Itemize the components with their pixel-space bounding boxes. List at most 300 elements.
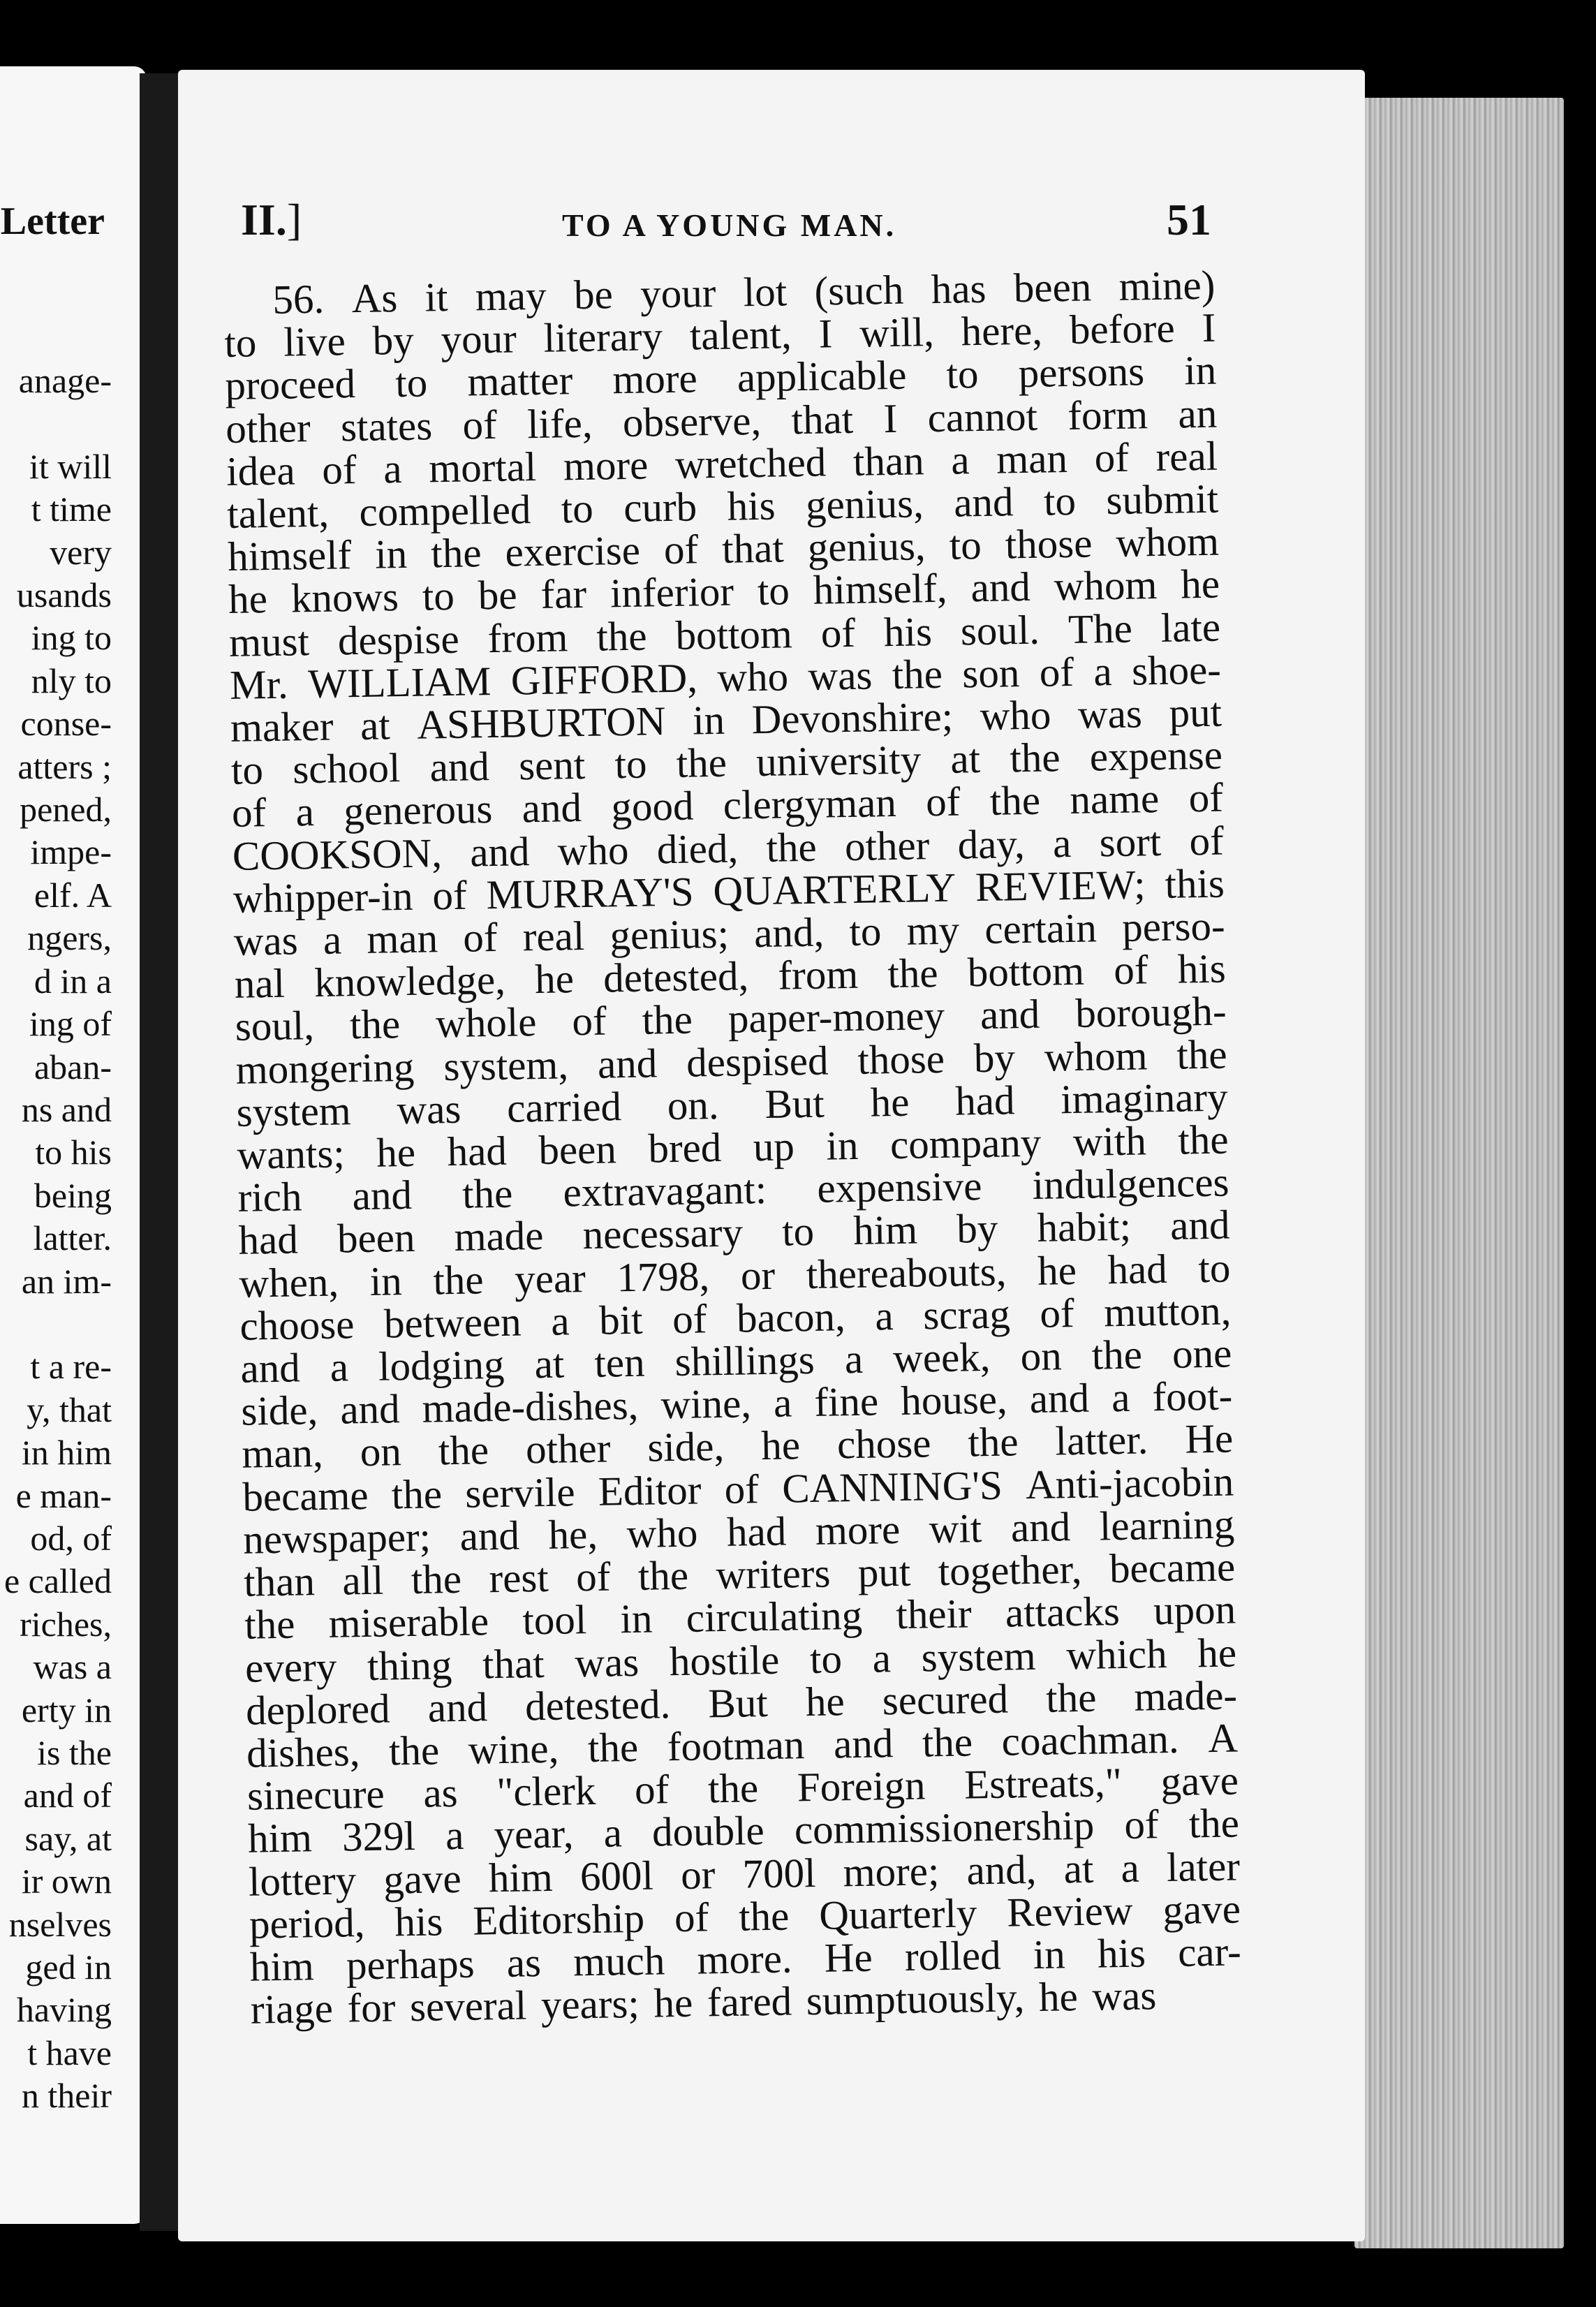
word: footman xyxy=(667,1721,805,1770)
word: to xyxy=(848,908,882,955)
word: and xyxy=(459,1512,520,1559)
word: several xyxy=(409,1982,542,2030)
word: of xyxy=(231,789,267,836)
word: your xyxy=(441,315,517,363)
word: to xyxy=(561,485,594,532)
word: and xyxy=(1010,1503,1071,1551)
word: system xyxy=(236,1087,352,1135)
word: carried xyxy=(506,1083,622,1131)
word: the xyxy=(887,950,939,997)
previous-page-line: ngers, xyxy=(27,918,112,958)
word: sort xyxy=(1099,818,1162,866)
word: Foreign xyxy=(797,1762,926,1811)
word: rest xyxy=(489,1554,549,1602)
word: he xyxy=(1197,1628,1237,1676)
running-header xyxy=(241,194,1211,257)
word: for xyxy=(347,1984,411,2031)
word: by xyxy=(973,1033,1016,1081)
word: detested. xyxy=(524,1680,671,1730)
word: double xyxy=(651,1807,765,1855)
word: commissionership xyxy=(794,1801,1095,1853)
word: wine, xyxy=(468,1725,559,1773)
word: necessary xyxy=(582,1209,744,1258)
word: lottery xyxy=(248,1856,357,1905)
word: later xyxy=(1166,1842,1241,1890)
previous-page xyxy=(0,66,147,2224)
word: the xyxy=(432,1256,485,1304)
word: in xyxy=(1033,1931,1066,1977)
word: at xyxy=(950,735,981,782)
word: in xyxy=(620,1595,653,1642)
word: WILLIAM xyxy=(307,657,492,707)
word: to xyxy=(1197,1244,1231,1291)
previous-page-line: y, that xyxy=(27,1390,112,1429)
word: a xyxy=(874,1292,894,1339)
word: he xyxy=(1180,561,1220,607)
word: of xyxy=(1189,817,1225,864)
word: indulgences xyxy=(1032,1158,1229,1209)
word: name xyxy=(1069,775,1160,823)
word: persons xyxy=(1018,348,1145,397)
word: genius, xyxy=(807,522,926,571)
word: was xyxy=(574,1638,640,1686)
page-block-edge xyxy=(1354,98,1564,2248)
word: on xyxy=(360,1428,402,1475)
word: ten xyxy=(593,1339,646,1386)
word: week, xyxy=(892,1334,991,1382)
word: of xyxy=(431,871,468,919)
word: bacon, xyxy=(736,1293,846,1341)
previous-page-line: having xyxy=(16,1990,112,2030)
word: whom xyxy=(1115,517,1220,566)
word: an xyxy=(1177,390,1218,437)
previous-page-line: t have xyxy=(27,2033,112,2072)
chapter-marker xyxy=(241,194,302,246)
previous-page-line: erty in xyxy=(21,1690,112,1730)
word: the xyxy=(349,1001,401,1048)
word: learning xyxy=(1099,1501,1235,1549)
word: year, xyxy=(494,1810,575,1858)
word: by xyxy=(956,1205,998,1253)
word: shillings xyxy=(674,1336,815,1385)
word: the xyxy=(637,1551,689,1599)
word: became xyxy=(1109,1543,1236,1592)
previous-page-line: conse- xyxy=(20,704,112,744)
previous-page-line: elf. A xyxy=(34,875,112,915)
previous-page-line: very xyxy=(50,532,112,572)
word: observe, xyxy=(622,397,762,445)
previous-page-line: ing of xyxy=(29,1004,112,1044)
word: him xyxy=(247,1814,313,1862)
word: years; xyxy=(540,1980,655,2028)
word: ASHBURTON xyxy=(416,698,666,748)
word: mutton, xyxy=(1103,1287,1232,1336)
word: 329l xyxy=(341,1813,416,1860)
word: paper-money xyxy=(727,992,945,1042)
word: than xyxy=(243,1558,316,1605)
word: a xyxy=(323,916,342,963)
word: of xyxy=(672,1295,707,1342)
previous-page-line: impe- xyxy=(30,832,112,872)
word: at xyxy=(1063,1845,1094,1892)
word: the xyxy=(244,1600,295,1649)
word: was xyxy=(1091,1972,1157,2019)
word: matter xyxy=(466,357,573,405)
word: been xyxy=(1013,263,1092,311)
word: more. xyxy=(697,1935,793,1983)
word: to xyxy=(1043,477,1077,524)
chapter-number: II. xyxy=(241,195,287,244)
word: the xyxy=(461,1170,513,1218)
word: in xyxy=(825,1121,859,1169)
word: him xyxy=(852,1207,918,1254)
word: and, xyxy=(753,908,825,957)
word: and xyxy=(352,1172,413,1219)
word: proceed xyxy=(224,360,356,409)
word: rolled xyxy=(904,1931,1002,1980)
word: than xyxy=(852,437,925,485)
word: of xyxy=(571,997,607,1045)
word: maker xyxy=(230,702,334,751)
word: talent, xyxy=(689,311,792,359)
word: the xyxy=(967,1418,1019,1466)
word: day, xyxy=(957,820,1026,868)
word: whom xyxy=(1054,561,1158,610)
previous-page-line: to his xyxy=(35,1133,112,1172)
word: of xyxy=(1094,434,1130,481)
word: him xyxy=(488,1853,554,1901)
word: the xyxy=(738,1892,790,1940)
word: in xyxy=(1183,347,1217,394)
word: on xyxy=(1020,1332,1063,1380)
previous-page-line: it will xyxy=(29,446,112,486)
page-body xyxy=(223,261,1242,2033)
word: will, xyxy=(859,309,935,356)
word: it xyxy=(424,273,449,320)
word: by xyxy=(372,316,415,364)
word: the xyxy=(587,1723,639,1771)
word: and xyxy=(1169,1201,1230,1249)
word: and xyxy=(833,1720,894,1767)
word: he xyxy=(805,1677,845,1725)
word: other xyxy=(525,1424,611,1473)
word: he xyxy=(870,1078,910,1126)
word: more; xyxy=(843,1847,940,1895)
previous-page-line: n their xyxy=(21,2076,112,2116)
word: this xyxy=(1164,860,1225,907)
word: been xyxy=(538,1126,617,1174)
previous-page-line: anage- xyxy=(18,361,112,400)
word: man, xyxy=(241,1429,324,1477)
previous-page-header: Letter xyxy=(0,200,105,243)
word: Estreats," xyxy=(963,1759,1123,1808)
word: son xyxy=(961,649,1020,697)
word: wit xyxy=(929,1505,982,1552)
word: and xyxy=(970,563,1031,611)
word: the xyxy=(766,823,818,871)
word: of xyxy=(1039,1289,1075,1336)
word: system, xyxy=(443,1041,569,1089)
word: the xyxy=(1188,1799,1240,1847)
word: and xyxy=(1029,1375,1090,1422)
word: the xyxy=(1176,1031,1228,1078)
word: genius; xyxy=(609,910,730,959)
word: together, xyxy=(938,1546,1082,1595)
word: rich xyxy=(237,1173,302,1221)
word: a xyxy=(872,1634,892,1681)
word: himself xyxy=(227,531,352,580)
word: a xyxy=(445,1812,464,1859)
word: of xyxy=(925,778,961,825)
word: whole xyxy=(435,998,537,1047)
word: and xyxy=(522,784,582,832)
word: Review xyxy=(1006,1887,1133,1936)
word: that xyxy=(482,1639,545,1687)
word: to xyxy=(946,351,980,398)
word: the xyxy=(596,612,648,660)
word: he xyxy=(376,1128,416,1176)
word: knowledge, xyxy=(313,957,506,1006)
word: a xyxy=(844,1335,864,1383)
word: be xyxy=(478,571,518,619)
word: of xyxy=(575,1553,611,1600)
word: sumptuously, xyxy=(806,1974,1040,2024)
word: period, xyxy=(249,1899,365,1947)
word: between xyxy=(383,1298,522,1347)
word: every xyxy=(244,1643,337,1691)
word: borough- xyxy=(1074,988,1227,1037)
word: bred xyxy=(647,1124,722,1172)
word: a xyxy=(295,788,315,835)
previous-page-line: d in a xyxy=(34,961,112,1001)
word: gave xyxy=(1160,1757,1239,1805)
word: from xyxy=(487,613,568,661)
previous-page-line: aban- xyxy=(34,1047,112,1086)
word: and xyxy=(429,743,490,790)
word: of xyxy=(724,1465,760,1512)
word: choose xyxy=(239,1301,355,1349)
word: 700l xyxy=(742,1849,816,1897)
word: But xyxy=(707,1679,769,1727)
word: before xyxy=(1069,304,1176,353)
word: may xyxy=(475,272,547,320)
word: at xyxy=(534,1340,565,1387)
word: to xyxy=(223,319,257,367)
word: or xyxy=(740,1251,776,1299)
word: his xyxy=(727,482,776,529)
previous-page-line: pened, xyxy=(20,790,112,830)
word: soul. xyxy=(960,606,1040,654)
word: of xyxy=(462,401,498,448)
word: or xyxy=(680,1850,716,1898)
previous-page-line: in him xyxy=(21,1433,112,1473)
word: a xyxy=(1121,1844,1140,1891)
previous-page-line: riches, xyxy=(20,1604,112,1644)
word: Anti-jacobin xyxy=(1025,1458,1234,1508)
word: scrag xyxy=(922,1290,1011,1339)
word: A xyxy=(1207,1714,1239,1762)
word: my xyxy=(906,906,960,954)
word: bottom xyxy=(675,610,793,658)
word: despised xyxy=(686,1037,829,1086)
word: which xyxy=(1065,1630,1168,1678)
word: and xyxy=(469,827,530,876)
word: system xyxy=(921,1632,1037,1681)
word: mortal xyxy=(428,443,537,492)
word: servile xyxy=(464,1468,576,1517)
word: The xyxy=(1067,605,1133,652)
word: one xyxy=(1172,1329,1232,1377)
word: the xyxy=(1091,1331,1143,1378)
word: those xyxy=(857,1035,945,1083)
word: imaginary xyxy=(1060,1073,1229,1123)
word: house, xyxy=(900,1376,1008,1424)
word: writers xyxy=(716,1549,831,1598)
word: Editor xyxy=(598,1466,702,1514)
word: despise xyxy=(337,615,460,664)
word: had xyxy=(1107,1245,1168,1292)
word: on. xyxy=(667,1081,720,1129)
word: good xyxy=(610,782,694,830)
word: was xyxy=(808,651,873,699)
word: lot xyxy=(743,268,788,316)
previous-page-line: is the xyxy=(37,1732,112,1772)
word: COOKSON, xyxy=(232,829,443,879)
word: bottom xyxy=(967,948,1085,996)
word: upon xyxy=(1153,1586,1236,1634)
word: of xyxy=(674,1894,709,1940)
word: to xyxy=(394,359,428,406)
word: thing xyxy=(367,1641,452,1689)
word: whipper-in xyxy=(232,872,414,922)
word: Mr. xyxy=(229,661,289,708)
word: school xyxy=(292,744,401,793)
word: has xyxy=(931,265,987,313)
word: riage xyxy=(250,1984,348,2033)
word: exercise xyxy=(505,526,641,575)
word: the xyxy=(989,777,1041,825)
word: the xyxy=(1045,1674,1097,1721)
word: real xyxy=(522,913,585,960)
word: of xyxy=(321,445,357,493)
previous-page-line: was a xyxy=(33,1647,112,1687)
word: side, xyxy=(646,1423,725,1471)
word: made xyxy=(454,1212,544,1260)
word: bit xyxy=(598,1296,644,1343)
word: had xyxy=(447,1127,508,1175)
word: gave xyxy=(383,1855,462,1903)
word: newspaper; xyxy=(242,1513,431,1563)
word: here, xyxy=(961,307,1043,355)
word: applicable xyxy=(737,352,907,401)
word: university xyxy=(755,736,922,786)
running-title: TO A YOUNG MAN. xyxy=(562,207,897,243)
word: REVIEW; xyxy=(975,861,1146,911)
word: chose xyxy=(836,1420,931,1468)
word: knows xyxy=(290,573,399,621)
word: real xyxy=(1155,432,1218,480)
word: his xyxy=(394,1898,443,1945)
word: man xyxy=(366,915,438,962)
word: to xyxy=(781,1208,815,1255)
word: a xyxy=(1052,819,1072,867)
word: the xyxy=(1009,734,1061,781)
word: and xyxy=(239,1344,301,1392)
word: when, xyxy=(239,1258,339,1306)
word: and xyxy=(597,1040,658,1087)
word: in xyxy=(369,1257,403,1304)
word: at xyxy=(360,702,391,749)
word: to xyxy=(757,567,790,614)
previous-page-line: being xyxy=(34,1175,112,1215)
word: as xyxy=(506,1939,542,1986)
word: mine) xyxy=(1118,261,1216,309)
word: submit xyxy=(1105,475,1219,524)
word: far xyxy=(540,570,587,618)
word: in xyxy=(374,531,408,577)
word: who xyxy=(557,826,629,874)
previous-page-text xyxy=(0,360,112,2118)
word: made- xyxy=(1134,1672,1238,1720)
word: talent, xyxy=(226,489,330,537)
word: he xyxy=(760,1422,801,1469)
word: (such xyxy=(813,266,904,314)
word: states xyxy=(340,401,433,450)
word: the xyxy=(391,1470,443,1518)
word: company xyxy=(889,1119,1042,1168)
word: his xyxy=(883,607,933,655)
previous-page-line xyxy=(0,402,112,445)
word: up xyxy=(753,1123,795,1170)
word: and, xyxy=(966,1845,1037,1894)
previous-page-line: e man- xyxy=(15,1475,112,1515)
word: wine, xyxy=(660,1380,752,1428)
word: He xyxy=(824,1933,873,1981)
word: secured xyxy=(882,1675,1009,1724)
word: MURRAY'S xyxy=(486,868,695,918)
word: CANNING'S xyxy=(781,1461,1003,1512)
word: he xyxy=(653,1979,708,2026)
word: attacks xyxy=(1005,1588,1121,1636)
word: of xyxy=(1039,648,1074,695)
word: the xyxy=(642,996,693,1044)
word: Editorship xyxy=(472,1894,645,1944)
word: must xyxy=(228,617,310,665)
word: foot- xyxy=(1151,1372,1233,1420)
word: certain xyxy=(984,904,1098,953)
word: of xyxy=(634,1766,670,1813)
word: and xyxy=(339,1385,401,1433)
word: those xyxy=(1005,519,1093,568)
word: to xyxy=(949,522,982,568)
previous-page-line: ged in xyxy=(25,1947,112,1987)
word: became xyxy=(242,1471,369,1520)
word: soul, xyxy=(235,1002,315,1050)
word: wretched xyxy=(674,438,827,487)
previous-page-line: ir own xyxy=(21,1862,112,1901)
word: and xyxy=(953,478,1014,526)
word: mongering xyxy=(235,1043,415,1093)
word: expensive xyxy=(816,1163,982,1212)
word: himself, xyxy=(813,565,948,614)
word: side, xyxy=(240,1387,318,1435)
word: I xyxy=(818,310,833,357)
word: much xyxy=(572,1937,665,1985)
word: was xyxy=(233,917,299,964)
word: his xyxy=(1097,1929,1146,1977)
word: perso- xyxy=(1121,902,1226,950)
previous-page-line: usands xyxy=(16,575,112,615)
